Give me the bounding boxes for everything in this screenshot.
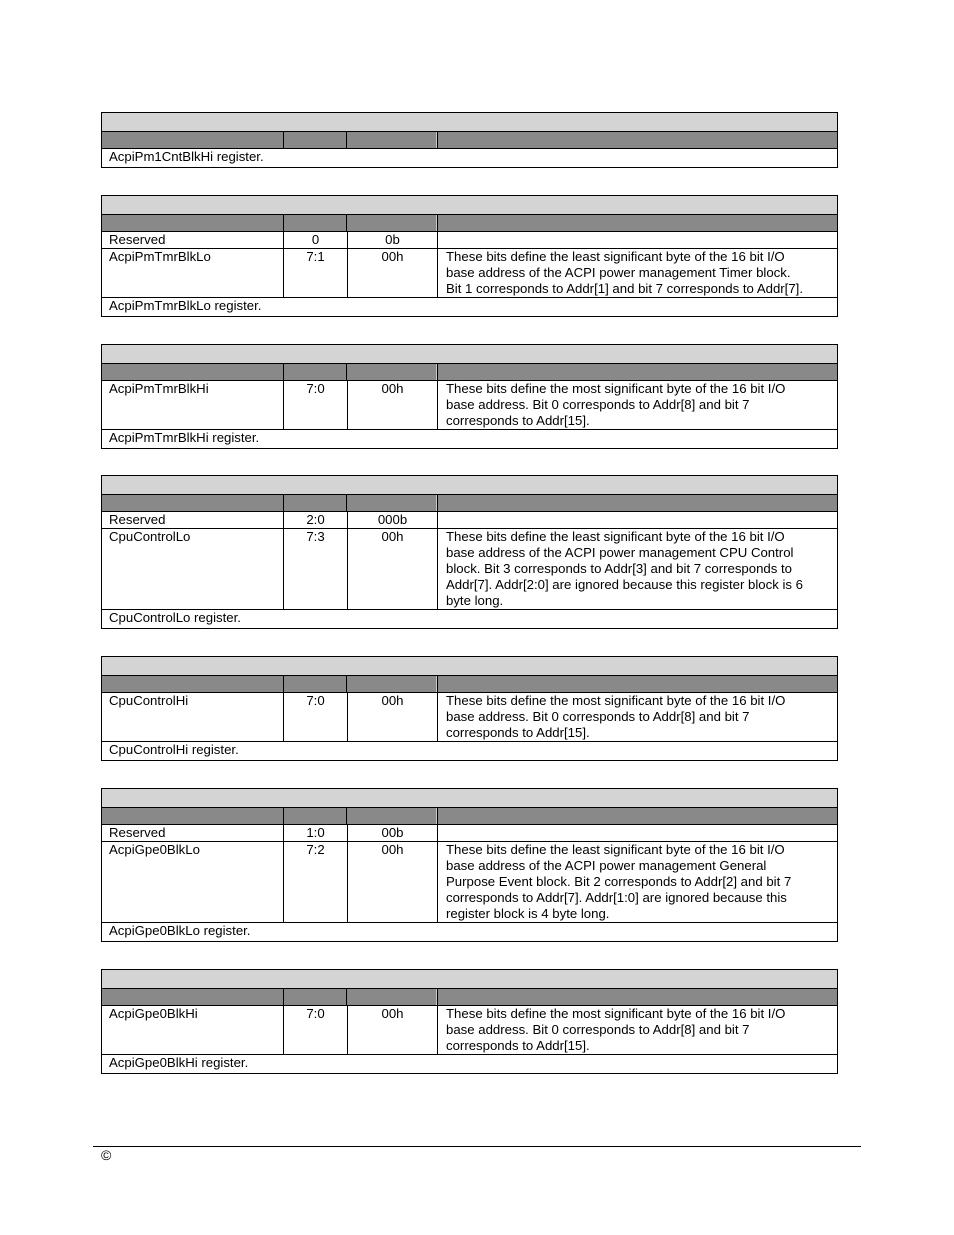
- field-row: [102, 842, 837, 923]
- field-bits: 7:3: [284, 529, 348, 609]
- field-default: 0b: [348, 232, 438, 248]
- field-default: 00b: [348, 825, 438, 841]
- description-line: These bits define the least significant byte of the 16 bit I/O: [446, 842, 785, 857]
- column-header-cell: [347, 989, 437, 1005]
- register-footer: AcpiPmTmrBlkHi register.: [109, 430, 260, 445]
- column-header-cell: [102, 808, 284, 824]
- description-line: corresponds to Addr[15].: [446, 1038, 590, 1053]
- field-bits: 0: [284, 232, 348, 248]
- column-header-cell: [437, 676, 438, 692]
- description-line: Bit 1 corresponds to Addr[1] and bit 7 corresponds to Addr[7].: [446, 281, 804, 296]
- field-bits: 7:1: [284, 249, 348, 297]
- register-footer: AcpiGpe0BlkHi register.: [109, 1055, 249, 1070]
- field-description: [438, 381, 837, 429]
- column-header-cell: [284, 989, 347, 1005]
- description-line: corresponds to Addr[15].: [446, 413, 590, 428]
- field-name: AcpiGpe0BlkLo: [102, 842, 284, 922]
- field-default: 00h: [348, 1006, 438, 1054]
- field-default: 00h: [348, 842, 438, 922]
- description-line: These bits define the most significant byte of the 16 bit I/O: [446, 693, 786, 708]
- column-header-row: [102, 215, 837, 232]
- register-table: [101, 344, 838, 449]
- field-default: 00h: [348, 693, 438, 741]
- column-header-row: [102, 989, 837, 1006]
- register-table: [101, 969, 838, 1074]
- register-title-bar: [102, 789, 837, 808]
- register-title-bar: [102, 345, 837, 364]
- column-header-cell: [284, 808, 347, 824]
- column-header-cell: [284, 215, 347, 231]
- field-row: [102, 249, 837, 298]
- description-line: base address of the ACPI power management General: [446, 858, 767, 873]
- register-footer: CpuControlLo register.: [109, 610, 241, 625]
- field-description: [438, 232, 837, 248]
- field-row: [102, 512, 837, 529]
- register-title-bar: [102, 970, 837, 989]
- field-row: [102, 693, 837, 742]
- column-header-cell: [102, 215, 284, 231]
- field-description: [438, 512, 837, 528]
- description-line: Purpose Event block. Bit 2 corresponds to Addr[2] and bit 7: [446, 874, 792, 889]
- column-header-cell: [437, 364, 438, 380]
- field-name: CpuControlLo: [102, 529, 284, 609]
- field-bits: 7:0: [284, 381, 348, 429]
- field-bits: 7:0: [284, 693, 348, 741]
- footer-rule: [93, 1146, 861, 1147]
- description-line: corresponds to Addr[15].: [446, 725, 590, 740]
- field-name: AcpiPmTmrBlkLo: [102, 249, 284, 297]
- column-header-cell: [102, 676, 284, 692]
- column-header-cell: [347, 495, 437, 511]
- register-table: [101, 475, 838, 629]
- column-header-cell: [347, 215, 437, 231]
- description-line: These bits define the most significant byte of the 16 bit I/O: [446, 381, 786, 396]
- column-header-cell: [102, 495, 284, 511]
- description-line: These bits define the most significant byte of the 16 bit I/O: [446, 1006, 786, 1021]
- register-title-bar: [102, 113, 837, 132]
- register-title-bar: [102, 657, 837, 676]
- register-title-bar: [102, 476, 837, 495]
- field-row: [102, 825, 837, 842]
- column-header-cell: [347, 676, 437, 692]
- column-header-row: [102, 132, 837, 149]
- field-default: 00h: [348, 381, 438, 429]
- field-bits: 7:2: [284, 842, 348, 922]
- field-name: Reserved: [102, 232, 284, 248]
- column-header-cell: [437, 808, 438, 824]
- column-header-row: [102, 495, 837, 512]
- register-footer: AcpiGpe0BlkLo register.: [109, 923, 251, 938]
- field-name: Reserved: [102, 512, 284, 528]
- column-header-cell: [102, 364, 284, 380]
- column-header-cell: [284, 132, 347, 148]
- description-line: base address of the ACPI power management CPU Control: [446, 545, 794, 560]
- description-line: base address of the ACPI power management Timer block.: [446, 265, 791, 280]
- description-line: These bits define the least significant byte of the 16 bit I/O: [446, 529, 785, 544]
- column-header-row: [102, 676, 837, 693]
- description-line: corresponds to Addr[7]. Addr[1:0] are ignored because this: [446, 890, 787, 905]
- register-title-bar: [102, 196, 837, 215]
- register-table: [101, 195, 838, 317]
- description-line: base address. Bit 0 corresponds to Addr[8] and bit 7: [446, 397, 750, 412]
- field-name: AcpiPmTmrBlkHi: [102, 381, 284, 429]
- field-name: CpuControlHi: [102, 693, 284, 741]
- field-description: [438, 249, 837, 297]
- register-table: [101, 788, 838, 942]
- register-table: [101, 656, 838, 761]
- register-footer: AcpiPmTmrBlkLo register.: [109, 298, 262, 313]
- column-header-cell: [437, 989, 438, 1005]
- description-line: byte long.: [446, 593, 504, 608]
- column-header-cell: [102, 132, 284, 148]
- description-line: register block is 4 byte long.: [446, 906, 610, 921]
- field-default: 00h: [348, 249, 438, 297]
- field-row: [102, 381, 837, 430]
- column-header-cell: [347, 132, 437, 148]
- column-header-cell: [347, 808, 437, 824]
- description-line: block. Bit 3 corresponds to Addr[3] and bit 7 corresponds to: [446, 561, 793, 576]
- field-name: AcpiGpe0BlkHi: [102, 1006, 284, 1054]
- field-default: 000b: [348, 512, 438, 528]
- copyright-symbol: ©: [101, 1147, 112, 1163]
- field-bits: 2:0: [284, 512, 348, 528]
- field-default: 00h: [348, 529, 438, 609]
- field-row: [102, 529, 837, 610]
- column-header-cell: [284, 495, 347, 511]
- register-table: [101, 112, 838, 168]
- field-description: [438, 693, 837, 741]
- field-bits: 7:0: [284, 1006, 348, 1054]
- description-line: base address. Bit 0 corresponds to Addr[8] and bit 7: [446, 709, 750, 724]
- column-header-cell: [284, 676, 347, 692]
- description-line: base address. Bit 0 corresponds to Addr[8] and bit 7: [446, 1022, 750, 1037]
- field-description: [438, 842, 837, 922]
- column-header-cell: [102, 989, 284, 1005]
- field-bits: 1:0: [284, 825, 348, 841]
- column-header-cell: [347, 364, 437, 380]
- description-line: These bits define the least significant byte of the 16 bit I/O: [446, 249, 785, 264]
- field-row: [102, 1006, 837, 1055]
- field-name: Reserved: [102, 825, 284, 841]
- column-header-cell: [437, 495, 438, 511]
- column-header-cell: [437, 215, 438, 231]
- field-description: [438, 529, 837, 609]
- register-footer: AcpiPm1CntBlkHi register.: [109, 149, 264, 164]
- description-line: Addr[7]. Addr[2:0] are ignored because this register block is 6: [446, 577, 803, 592]
- column-header-row: [102, 808, 837, 825]
- column-header-row: [102, 364, 837, 381]
- field-row: [102, 232, 837, 249]
- register-footer: CpuControlHi register.: [109, 742, 239, 757]
- column-header-cell: [437, 132, 438, 148]
- field-description: [438, 1006, 837, 1054]
- field-description: [438, 825, 837, 841]
- column-header-cell: [284, 364, 347, 380]
